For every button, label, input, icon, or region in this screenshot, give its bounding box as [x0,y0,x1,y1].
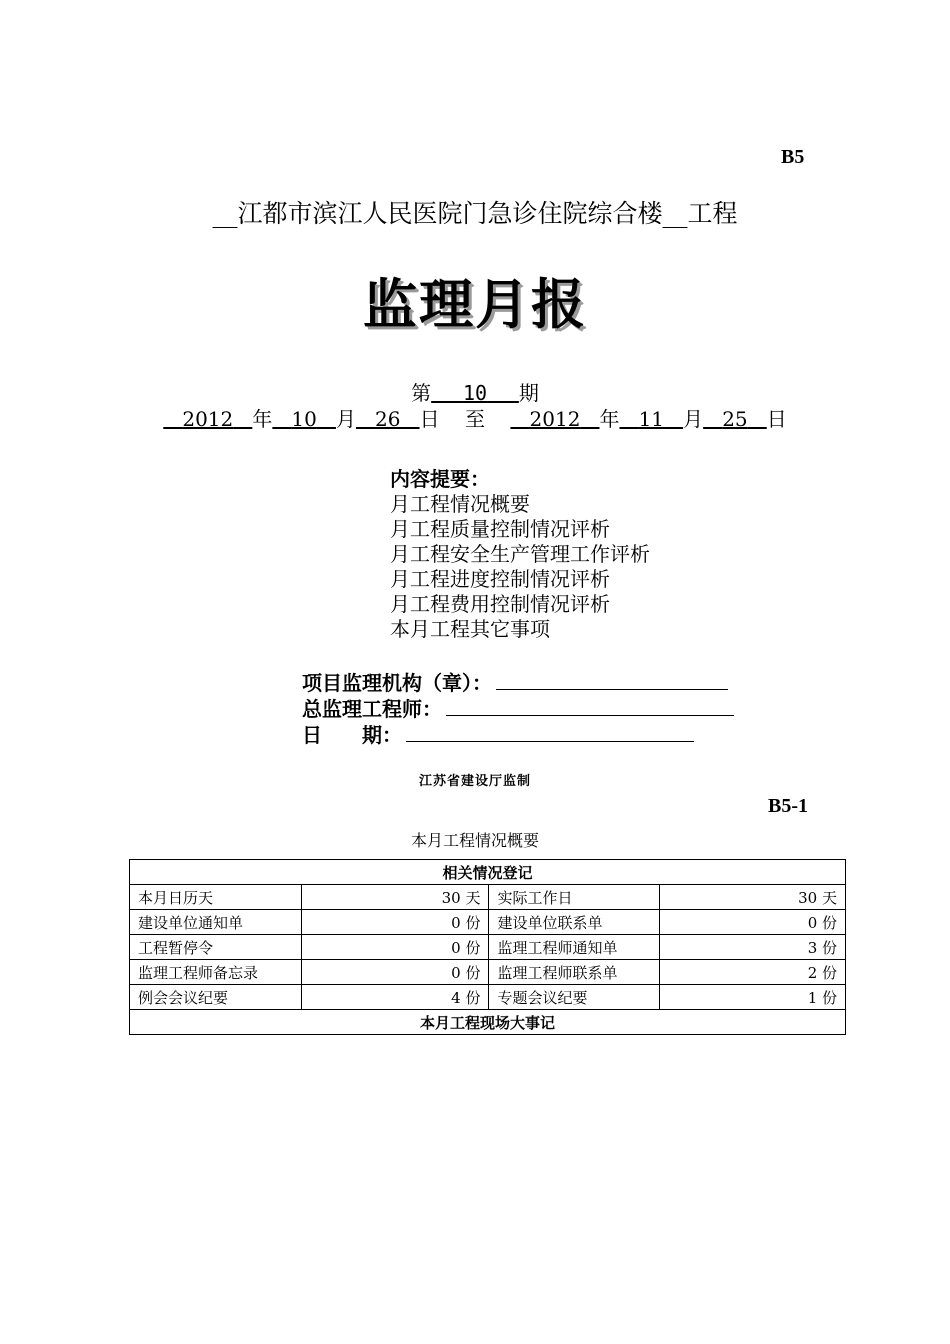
org-seal-row [302,667,728,696]
section-heading: 本月工程现场大事记 [130,1010,846,1035]
project-name-line: __江都市滨江人民医院门急诊住院综合楼__工程 [212,199,738,228]
row-value: 0 份 [301,935,489,960]
org-seal-line[interactable] [496,671,728,690]
start-day: 26 [375,407,401,431]
month-unit: 月 [335,407,356,431]
period-line [0,403,950,432]
issue-prefix: 第 [411,381,432,405]
form-code: B5 [781,146,805,168]
sign-date-label: 日 期： [302,723,402,747]
row-label: 监理工程师备忘录 [130,960,302,985]
summary-item: 本月工程其它事项 [390,617,550,641]
summary-item: 月工程进度控制情况评析 [390,567,610,591]
summary-item: 月工程费用控制情况评析 [390,592,610,616]
issuer-note: 江苏省建设厅监制 [418,774,531,789]
row-value: 0 份 [660,910,846,935]
row-label: 本月日历天 [130,885,302,910]
sign-date-line[interactable] [406,723,694,742]
row-label: 工程暂停令 [130,935,302,960]
table-row [130,985,846,1010]
row-label: 监理工程师通知单 [489,935,660,960]
issue-suffix: 期 [518,381,539,405]
row-label: 实际工作日 [489,885,660,910]
summary-item: 月工程质量控制情况评析 [390,517,610,541]
row-label: 建设单位通知单 [130,910,302,935]
row-value: 1 份 [660,985,846,1010]
end-year: 2012 [529,407,581,431]
to-word: 至 [465,407,485,431]
table-section-row [130,860,846,885]
section-heading: 相关情况登记 [130,860,846,885]
day-unit: 日 [419,407,440,431]
sign-date-row [302,719,694,748]
row-value: 30 天 [301,885,489,910]
end-day: 25 [722,407,748,431]
year-unit: 年 [252,407,273,431]
chief-engineer-label: 总监理工程师： [302,697,442,721]
table-section-row [130,1010,846,1035]
chief-engineer-row [302,693,734,722]
row-label: 专题会议纪要 [489,985,660,1010]
chief-engineer-line[interactable] [446,697,734,716]
org-seal-label: 项目监理机构（章）： [302,671,492,695]
table-row [130,935,846,960]
table-code: B5-1 [768,795,808,817]
issue-line [0,377,950,406]
summary-item: 月工程安全生产管理工作评析 [390,542,650,566]
table-caption: 本月工程情况概要 [410,831,539,850]
page-title: 监理月报 [363,273,587,336]
row-value: 2 份 [660,960,846,985]
row-label: 监理工程师联系单 [489,960,660,985]
table-row [130,910,846,935]
month-unit: 月 [683,407,704,431]
stats-table [129,859,846,1035]
row-label: 建设单位联系单 [489,910,660,935]
row-value: 3 份 [660,935,846,960]
summary-item: 月工程情况概要 [390,492,530,516]
row-value: 0 份 [301,910,489,935]
issue-number: 10 [462,381,488,405]
start-year: 2012 [182,407,234,431]
year-unit: 年 [599,407,620,431]
row-value: 4 份 [301,985,489,1010]
end-month: 11 [638,407,665,431]
row-label: 例会会议纪要 [130,985,302,1010]
summary-block [390,467,650,642]
table-row [130,885,846,910]
start-month: 10 [291,407,317,431]
table-row [130,960,846,985]
row-value: 0 份 [301,960,489,985]
row-value: 30 天 [660,885,846,910]
summary-heading: 内容提要： [390,467,490,491]
day-unit: 日 [766,407,787,431]
